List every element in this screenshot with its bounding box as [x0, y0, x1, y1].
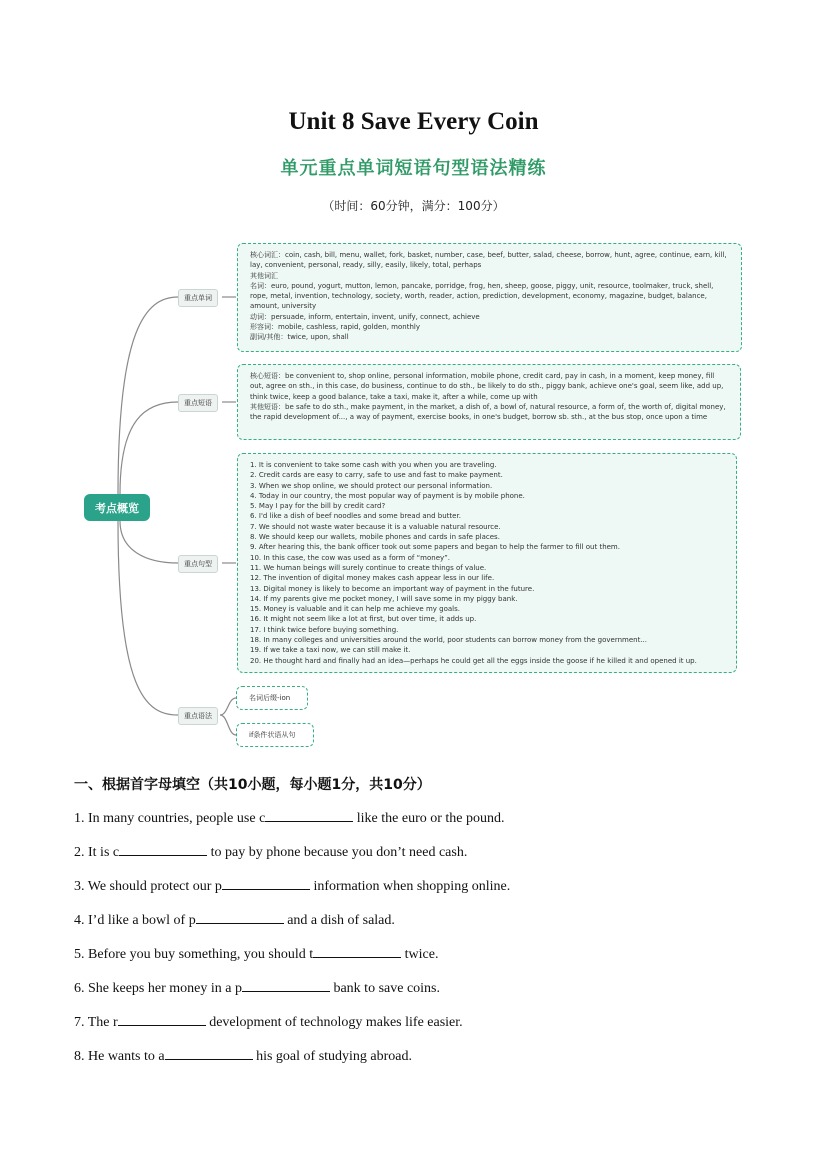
answer-blank[interactable]: [222, 877, 310, 890]
mindmap-root: 考点概览: [84, 494, 150, 521]
branch-sentence: 重点句型: [178, 555, 218, 573]
sentence-item: 12. The invention of digital money makes cash appear less in our life.: [250, 574, 495, 583]
answer-blank[interactable]: [119, 843, 207, 856]
sentence-item: 8. We should keep our wallets, mobile phones and cards in safe places.: [250, 533, 500, 542]
question-3: 3. We should protect our p information when shopping online.: [74, 879, 511, 894]
time-info: （时间：60分钟，满分：100分）: [322, 199, 505, 213]
sentence-item: 10. In this case, the cow was used as a form of “money”.: [250, 553, 451, 562]
answer-blank[interactable]: [118, 1013, 206, 1026]
question-1: 1. In many countries, people use c like the euro or the pound.: [74, 811, 505, 826]
sentence-item: 13. Digital money is likely to become an important way of payment in the future.: [250, 584, 535, 593]
branch-vocab: 重点单词: [178, 289, 218, 307]
sentence-item: 6. I'd like a dish of beef noodles and some bread and butter.: [250, 512, 461, 521]
sentence-item: 1. It is convenient to take some cash with you when you are traveling.: [250, 461, 497, 469]
page-title: Unit 8 Save Every Coin: [288, 108, 539, 135]
connector-sentence: [120, 521, 178, 563]
vocab-line: 其他词汇: [250, 271, 278, 280]
grammar-box-suffix: 名词后缀-ion: [236, 686, 308, 710]
sentence-item: 4. Today in our country, the most popular way of payment is by mobile phone.: [250, 491, 525, 500]
phrase-box: [237, 364, 741, 440]
connector-grammar: [118, 521, 178, 715]
sentence-item: 16. It might not seem like a lot at first, but over time, it adds up.: [250, 615, 477, 624]
sentence-item: 17. I think twice before buying something.: [250, 625, 399, 634]
question-2: 2. It is c to pay by phone because you don’t need cash.: [74, 845, 468, 860]
question-5: 5. Before you buy something, you should t twice.: [74, 947, 439, 962]
vocab-line: 副词/其他：twice, upon, shall: [250, 333, 349, 342]
sentence-item: 18. In many colleges and universities around the world, poor students can borrow money from the government...: [250, 636, 647, 645]
question-8: 8. He wants to a his goal of studying abroad.: [74, 1049, 413, 1064]
section-title: 一、根据首字母填空（共10小题，每小题1分，共10分）: [74, 777, 431, 793]
sentence-item: 2. Credit cards are easy to carry, safe to use and fast to make payment.: [250, 471, 503, 480]
connector-grammar-box2: [220, 715, 236, 735]
question-4: 4. I’d like a bowl of p and a dish of salad.: [74, 913, 395, 928]
branch-grammar: 重点语法: [178, 707, 218, 725]
grammar-box-if: if条件状语从句: [236, 723, 314, 747]
branch-phrase: 重点短语: [178, 394, 218, 412]
sentence-box: [237, 453, 737, 673]
phrase-line: 其他短语：be safe to do sth., make payment, in the market, a dish of, a bowl of, natural resource, a form of, the worth of, digital money, the rapid development of..., a way of payment, exercise books, in one's budget, borrow sb. sth., at the bus stop, once upon a time: [250, 402, 726, 422]
connector-grammar-box1: [220, 698, 236, 715]
sentence-item: 9. After hearing this, the bank officer took out some papers and began to help the farmer to fill out them.: [250, 543, 620, 552]
vocab-line: 核心词汇：coin, cash, bill, menu, wallet, fork, basket, number, case, beef, butter, salad, cheese, borrow, hunt, agree, continue, earn, kill, lay, convenient, personal, ready, silly, easily, likely, total, perhaps: [250, 251, 727, 270]
vocab-box: [237, 243, 742, 352]
answer-blank[interactable]: [313, 945, 401, 958]
answer-blank[interactable]: [165, 1047, 253, 1060]
answer-blank[interactable]: [242, 979, 330, 992]
sentence-item: 14. If my parents give me pocket money, I will save some in my piggy bank.: [250, 594, 518, 603]
sentence-item: 11. We human beings will surely continue to create things of value.: [250, 563, 487, 572]
connector-vocab: [118, 297, 178, 494]
sentence-item: 3. When we shop online, we should protect our personal information.: [250, 481, 493, 490]
sentence-item: 7. We should not waste water because it is a valuable natural resource.: [250, 522, 501, 531]
sentence-item: 15. Money is valuable and it can help me achieve my goals.: [250, 605, 460, 614]
sentence-item: 19. If we take a taxi now, we can still make it.: [250, 646, 411, 655]
sentence-item: 20. He thought hard and finally had an idea—perhaps he could get all the eggs inside the goose if he killed it and opened it up.: [250, 656, 697, 665]
vocab-line: 动词：persuade, inform, entertain, invent, unify, connect, achieve: [250, 312, 480, 321]
answer-blank[interactable]: [196, 911, 284, 924]
vocab-line: 形容词：mobile, cashless, rapid, golden, monthly: [250, 323, 420, 332]
sentence-item: 5. May I pay for the bill by credit card?: [250, 502, 386, 511]
vocab-line: 名词：euro, pound, yogurt, mutton, lemon, pancake, porridge, frog, hen, sheep, goose, piggy, unit, resource, toolmaker, truck, shell, rope, metal, invention, technology, society, worth, reader, action, prediction, development, economy, magazine, budget, balance, amount, university: [250, 281, 714, 311]
question-6: 6. She keeps her money in a p bank to save coins.: [74, 981, 440, 996]
answer-blank[interactable]: [265, 809, 353, 822]
question-7: 7. The r development of technology makes life easier.: [74, 1015, 463, 1030]
connector-phrase: [120, 402, 178, 494]
page-subtitle: 单元重点单词短语句型语法精练: [280, 158, 547, 179]
phrase-line: 核心短语：be convenient to, shop online, personal information, mobile phone, credit card, pay in cash, in a moment, keep money, fill out, agree on sth., in this case, do business, continue to do sth., be likely to do sth., piggy bank, achieve one's goal, seem like, add up, think twice, keep a good balance, take a taxi, make it, after a while, come up with: [250, 372, 724, 401]
